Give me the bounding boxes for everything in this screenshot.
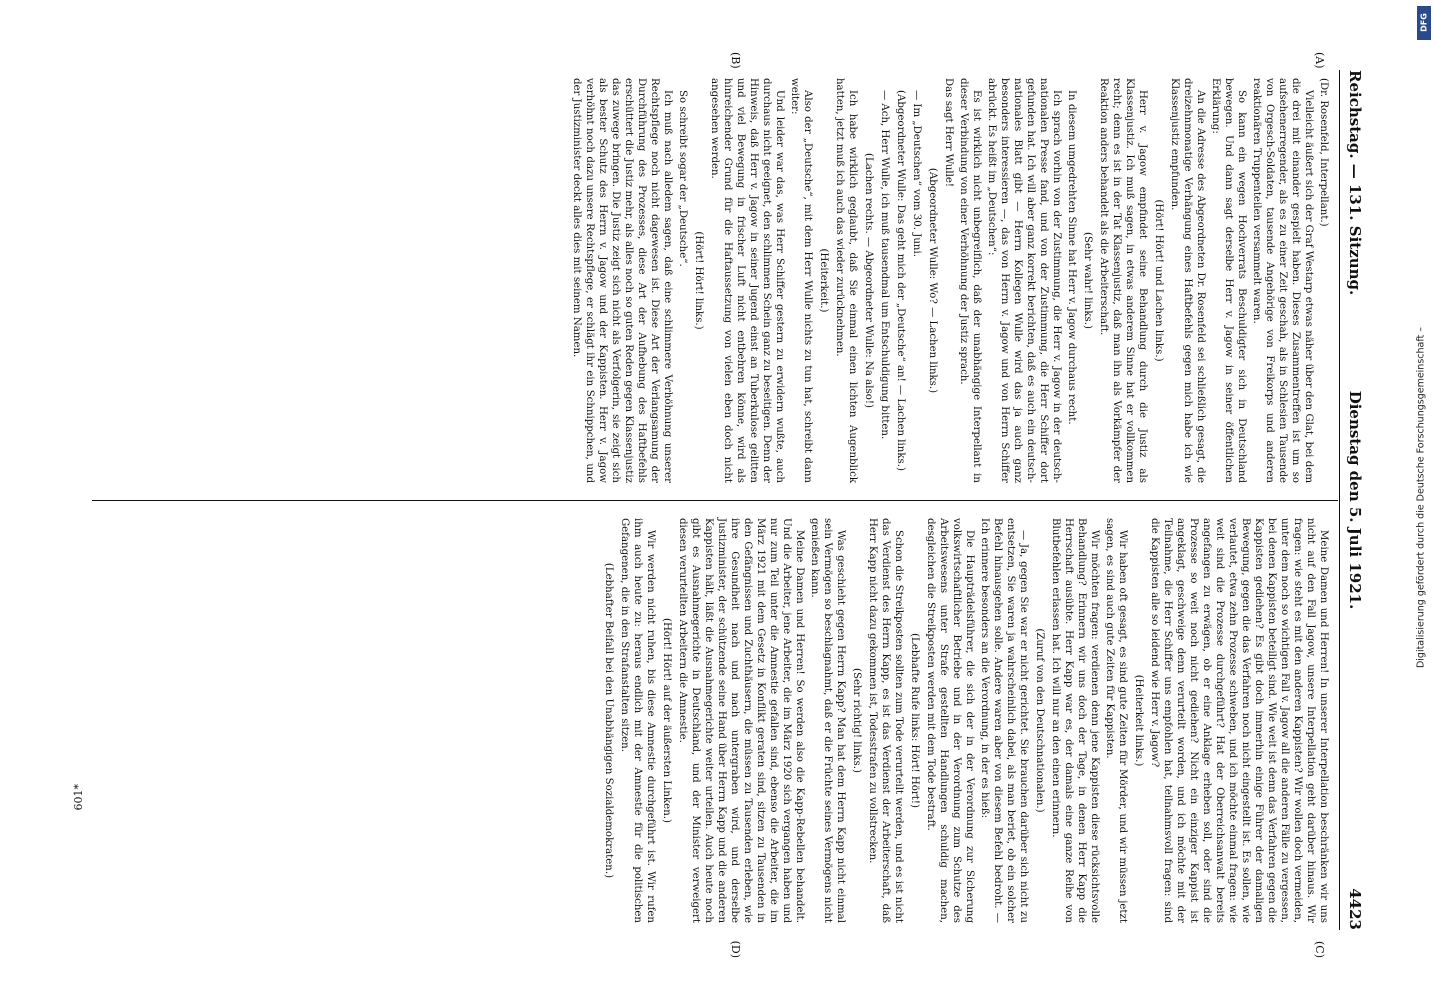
digitization-credit: Digitalisierung gefördert durch die Deutsche Forschungsgemeinschaft – (1415, 326, 1427, 669)
interjection: (Lebhafte Rufe links: Hört! Hört!) (909, 633, 920, 808)
paragraph: Das sagt Herr Wulle! (943, 78, 954, 188)
header-page-number: 4423 (1346, 888, 1364, 930)
paragraph: — Im „Deutschen“ vom 30. Juni. (911, 90, 922, 257)
paragraph: — Ja, gegen Sie war er nicht gerichtet. Sie brauchen darüber sich nicht zu entsetzen, Sie waren ja wahrscheinlich dabei, als man beriet, ob ein solcher Befehl hinausgehen solle. Andere waren aber von diesem Befehl bedroht. — Ich erinnere besonders an die Verordnung, in der es hieß: (979, 518, 1029, 923)
digitization-credit-bar (1408, 0, 1434, 1000)
interjection: (Heiterkeit.) (818, 248, 829, 313)
paragraph: Wir haben oft gesagt, es sind gute Zeiten für Mörder, und wir müssen jetzt sagen, es sind auch gute Zeiten für Kappisten. (1104, 518, 1128, 923)
paragraph: Vielleicht äußert sich der Graf Westarp etwas näher über den Glat, bei dem die drei mit einander gespielt haben. Dieses Zusammentreffen ist um so aufsehenerregender, als es zu einer Zeit geschah, als in Schlesien Tausende von Orgesch-Soldaten, tausende Angehörige von Freikorps und anderen reaktionären Truppenteilen versammelt waren. (1251, 78, 1314, 483)
quote-paragraph: An die Adresse des Abgeordneten Dr. Rosenfeld sei schließlich gesagt, die dreizehnmonatige Verhängung eines Haftbefehls gegen mich habe ich wie Klassenjustiz empfunden. (1169, 78, 1206, 483)
paragraph: Also der „Deutsche“, mit dem Herr Wulle nichts zu tun hat, schreibt dann weiter: (789, 78, 813, 483)
interjection: (Lachen rechts. — Abgeordneter Wulle: Na also!) (863, 153, 874, 408)
paragraph: Schon die Streikposten sollten zum Tode verurteilt werden, und es ist nicht das Verdienst des Herrn Kapp, es ist das Verdienst der Arbeiterschaft, daß Herr Kapp nicht dazu gekommen ist, Todesstrafen zu vollstrecken. (867, 518, 904, 923)
interjection: (Abgeordneter Wulle: Das geht mich der „Deutsche“ an! — Lachen links.) (895, 90, 906, 471)
interjection: (Heiterkeit links.) (1133, 674, 1144, 767)
margin-marker-d: (D) (729, 940, 742, 958)
interjection: (Hört! Hört! auf der äußersten Linken.) (661, 618, 672, 823)
page-header (1338, 70, 1368, 930)
interjection: (Zuruf von den Deutschnationalen.) (1034, 628, 1045, 813)
interjection: (Hört! Hört! und Lachen links.) (1153, 199, 1164, 362)
document-page (52, 30, 1382, 970)
paragraph: Ich habe wirklich geglaubt, daß Sie einmal einen lichten Augenblick hatten, jetzt muß ich auch das wieder zurücknehmen. (834, 78, 858, 483)
header-date: Dienstag den 5. Juli 1921. (1346, 390, 1364, 610)
paragraph: Meine Damen und Herren! In unserer Interpellation beschränken wir uns nicht auf den Fall Jagow, unsere Interpellation geht darüber hinaus. Wir fragen: wie steht es mit den anderen Kappisten? Wir wollen doch vermeiden, unter dem noch so wichtigen Fall v. Jagow all die anderen Fälle zu vergessen, bei denen Kappisten beteiligt sind. Wie weit ist denn das Verfahren gegen die Kappisten gediehen? Es gibt doch immerhin einige Führer der damaligen Bewegung, gegen die das Verfahren noch nicht eingestellt ist. Es sollen, wie verlautet, etwa zehn Prozesse schweben, und ich möchte einmal fragen: wie weit sind die Prozesse durchgeführt? Hat der Oberreichsanwalt bereits angefangen zu erwägen, ob er eine Anklage erheben soll, oder sind die Prozesse so weit noch nicht gediehen? Nicht ein einziger Kappist ist angeklagt, geschweige denn verurteilt worden, und ich möchte mit der Teilnahme, die Herr Schiffer uns empfohlen hat, teilnahmsvoll fragen: sind die Kappisten alle so leidend wie Herr v. Jagow? (1149, 518, 1329, 923)
dfg-logo: DFG (1417, 6, 1431, 40)
interjection: (Hört! Hört! links.) (693, 231, 704, 330)
paragraph: Herr v. Jagow empfindet seine Behandlung durch die Justiz als Klassenjustiz. Ich muß sagen, in etwas anderem Sinne hat er vollkommen recht; denn es ist in der Tat Klassenjustiz, daß man ihn als Vorkämpfer der Reaktion anders behandelt als die Arbeiterschaft. (1098, 78, 1148, 483)
paragraph: Meine Damen und Herren! So werden also die Kapp-Rebellen behandelt. Und die Arbeiter, jene Arbeiter, die im März 1920 sich vergangen haben und nur zum Teil unter die Amnestie gefallen sind, ebenso die Arbeiter, die im März 1921 mit dem Gesetz in Konflikt geraten sind, sitzen zu Tausenden in den Gefängnissen und Zuchthäusern, die müssen zu Tausenden erleben, wie ihre Gesundheit nach und nach untergraben wird, und derselbe Justizminister, der schützende seine Hand über Herrn Kapp und die anderen Kappisten hält, läßt die Ausnahmegerichte weiter urteilen. Auch heute noch gibt es Ausnahmegerichte in Deutschland, und der Minister verweigert diesen verurteilten Arbeitern die Amnestie. (677, 518, 805, 923)
interjection: (Lebhafter Beifall bei den Unabhängigen Sozialdemokraten.) (603, 562, 614, 879)
quote-paragraph: Die Haupträdelsführer, die sich der in der Verordnung zur Sicherung volkswirtschaftlicher Betriebe und in der Verordnung zum Schutze des Arbeitswesens unter Strafe gestellten Handlungen schuldig machen, desgleichen die Streikposten werden mit dem Tode bestraft. (925, 518, 975, 923)
quote-paragraph: Und leider war das, was Herr Schiffer gestern zu erwidern wußte, auch durchaus nicht geeignet, den schlimmen Schein ganz zu beseitigen. Denn der Hinweis, daß Herr v. Jagow in seiner Jugend einst an Tuberkulose gelitten und viel Bewegung in frischer Luft nicht entbehren könne, wird als hinreichender Grund für die Haftaussetzung von vielen eben doch nicht angesehen werden. (709, 78, 785, 483)
paragraph: So kann ein wegen Hochverrats Beschuldigter sich in Deutschland bewegen. Und dann sagt derselbe Herr v. Jagow in seiner öffentlichen Erklärung: (1210, 78, 1247, 483)
quote-paragraph: Es ist wirklich nicht unbegreiflich, daß der unabhängige Interpellant in dieser Verbindung von einer Verhöhnung der Justiz sprach. (958, 78, 982, 483)
header-session: Reichstag. — 131. Sitzung. (1346, 70, 1364, 296)
paragraph: So schreibt sogar der „Deutsche“. (677, 90, 688, 267)
interjection: (Sehr wahr! links.) (1082, 232, 1093, 329)
margin-marker-c: (C) (1313, 941, 1326, 958)
paragraph: In diesem umgedrehten Sinne hat Herr v. Jagow durchaus recht. (1066, 90, 1077, 425)
left-column (568, 78, 1330, 483)
paragraph: Ich sprach vorhin von der Zustimmung, die Herr v. Jagow in der deutsch-nationalen Presse fand, und von der Zustimmung, die Herr Schiffer dort gefunden hat. Ich will aber ganz korrekt berichten, daß es auch ein deutsch-nationales Blatt gibt — Herrn Kollegen Wulle wird das ja auch ganz besonders interessieren —, das von Herrn v. Jagow und von Herrn Schiffer abrückt. Es heißt im „Deutschen“: (986, 78, 1062, 483)
interjection: (Abgeordneter Wulle: Wo? — Lachen links.) (927, 167, 938, 394)
paragraph: Ich muß nach alledem sagen, daß eine schlimmere Verhöhnung unserer Rechtspflege noch nicht dagewesen ist. Diese Art der Verlangsamung der Durchführung des Prozesses, diese Art der Aufhebung des Haftbefehls erschüttert die Justiz mehr, als alles noch so guten Reden gegen Klassenjustiz das zuwege bringen. Die Justiz zeigt sich nicht als Verfolgerin, sie zeigt sich als bester Schutz des Herrn v. Jagow und der Kappisten. Herr v. Jagow verhöhnt noch dazu unsere Rechtspflege, er schlägt ihr ein Schnippchen, und der Justizminister deckt alles dies mit seinem Namen. (571, 78, 673, 483)
speaker-line: (Dr. Rosenfeld, Interpellant.) (1318, 78, 1329, 227)
interjection: (Sehr richtig! links.) (851, 668, 862, 773)
signature-mark: 601* (72, 783, 85, 810)
paragraph: — Ach, Herr Wulle, ich muß tausendmal um Entschuldigung bitten. (879, 90, 890, 440)
right-column (599, 518, 1330, 923)
column-divider (92, 500, 1338, 501)
margin-marker-a: (A) (1313, 52, 1326, 69)
header-rule (1339, 70, 1340, 930)
paragraph: Wir möchten fragen: verdienen denn jene Kappisten diese rücksichtsvolle Behandlung? Erinnern wir uns doch der Tage, in denen Herr Kapp die Herrschaft ausübte. Herr Kapp war es, der damals eine ganze Reihe von Blutbefehlen erlassen hat. Ich will nur an den einen erinnern. (1050, 518, 1100, 923)
paragraph: Wir werden nicht ruhen, bis diese Amnestie durchgeführt ist. Wir rufen ihm auch heute zu: heraus endlich mit der Amnestie für die politischen Gefangenen, die in den Strafanstalten sitzen. (619, 518, 656, 923)
margin-marker-b: (B) (729, 52, 742, 69)
paragraph: Was geschieht gegen Herrn Kapp? Man hat dem Herrn Kapp nicht einmal sein Vermögen so beschlagnahmt, daß er die Früchte seines Vermögens nicht genießen kann. (809, 518, 846, 923)
